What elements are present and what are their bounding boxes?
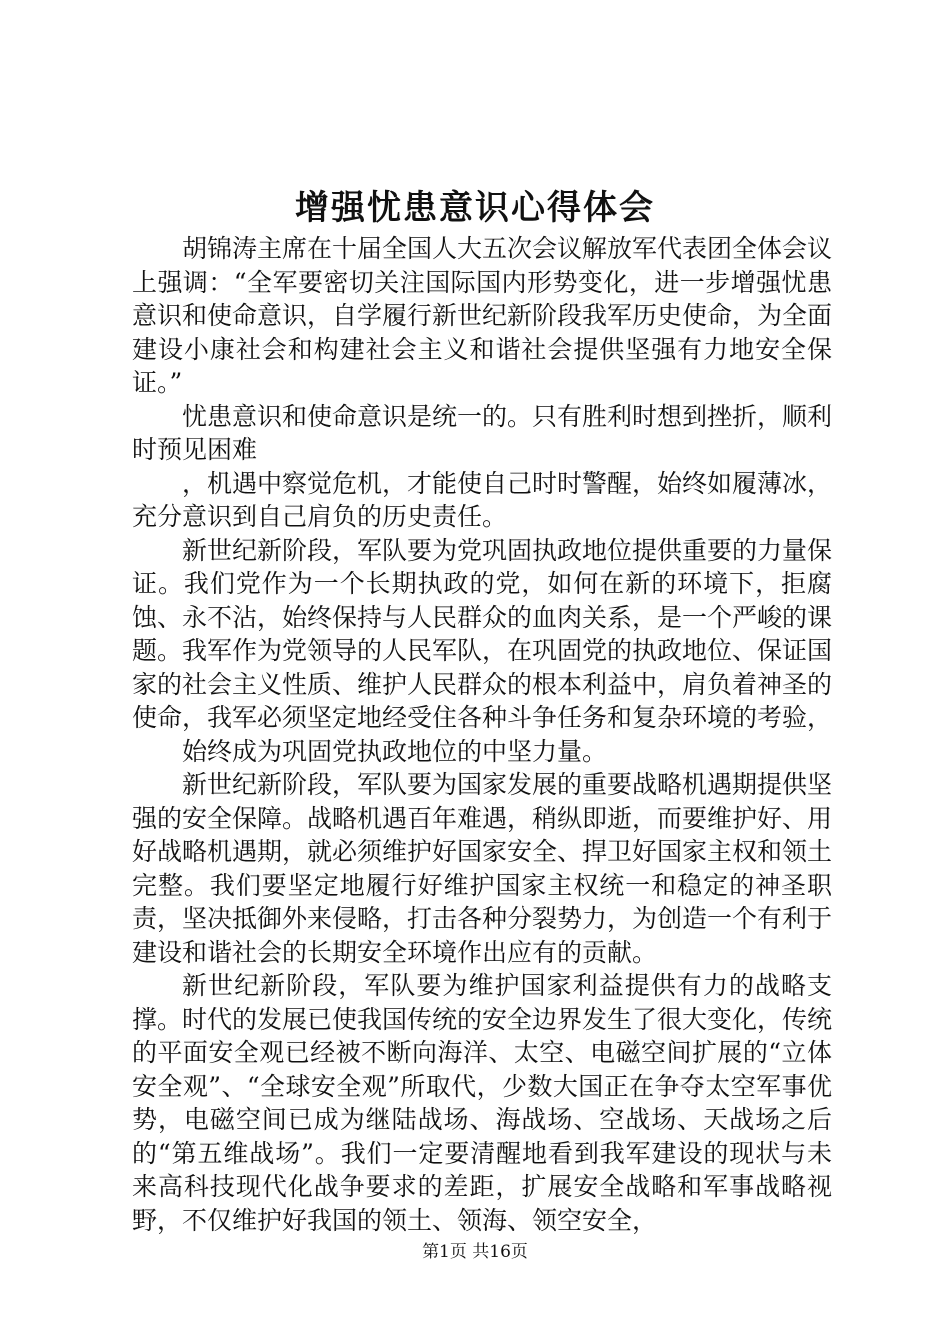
paragraph: ，机遇中察觉危机，才能使自己时时警醒，始终如履薄冰，充分意识到自己肩负的历史责任。	[132, 468, 833, 531]
document-title: 增强忧患意识心得体会	[295, 188, 655, 228]
paragraph: 始终成为巩固党执政地位的中坚力量。	[182, 736, 608, 766]
paragraph: 新世纪新阶段，军队要为维护国家利益提供有力的战略支撑。时代的发展已使我国传统的安全边界发生了很大变化，传统的平面安全观已经被不断向海洋、太空、电磁空间扩展的“立体安全观”、“全球安全观”所取代，少数大国正在争夺太空军事优势，电磁空间已成为继陆战场、海战场、空战场、天战场之后的“第五维战场”。我们一定要清醒地看到我军建设的现状与未来高科技现代化战争要求的差距，扩展安全战略和军事战略视野，不仅维护好我国的领土、领海、领空安全，	[132, 971, 833, 1235]
document-body	[132, 232, 832, 1237]
paragraph: 新世纪新阶段，军队要为国家发展的重要战略机遇期提供坚强的安全保障。战略机遇百年难遇，稍纵即逝，而要维护好、用好战略机遇期，就必须维护好国家安全、捍卫好国家主权和领土完整。我们要坚定地履行好维护国家主权统一和稳定的神圣职责，坚决抵御外来侵略，打击各种分裂势力，为创造一个有利于建设和谐社会的长期安全环境作出应有的贡献。	[132, 770, 833, 967]
paragraph: 新世纪新阶段，军队要为党巩固执政地位提供重要的力量保证。我们党作为一个长期执政的党，如何在新的环境下，拒腐蚀、永不沾，始终保持与人民群众的血肉关系，是一个严峻的课题。我军作为党领导的人民军队，在巩固党的执政地位、保证国家的社会主义性质、维护人民群众的根本利益中，肩负着神圣的使命，我军必须坚定地经受住各种斗争任务和复杂环境的考验，	[132, 535, 833, 732]
paragraph: 胡锦涛主席在十届全国人大五次会议解放军代表团全体会议上强调：“全军要密切关注国际国内形势变化，进一步增强忧患意识和使命意识，自学履行新世纪新阶段我军历史使命，为全面建设小康社会和构建社会主义和谐社会提供坚强有力地安全保证。”	[132, 234, 833, 397]
paragraph: 忧患意识和使命意识是统一的。只有胜利时想到挫折，顺利时预见困难	[132, 401, 833, 464]
page-footer: 第1页 共16页	[422, 1242, 528, 1262]
